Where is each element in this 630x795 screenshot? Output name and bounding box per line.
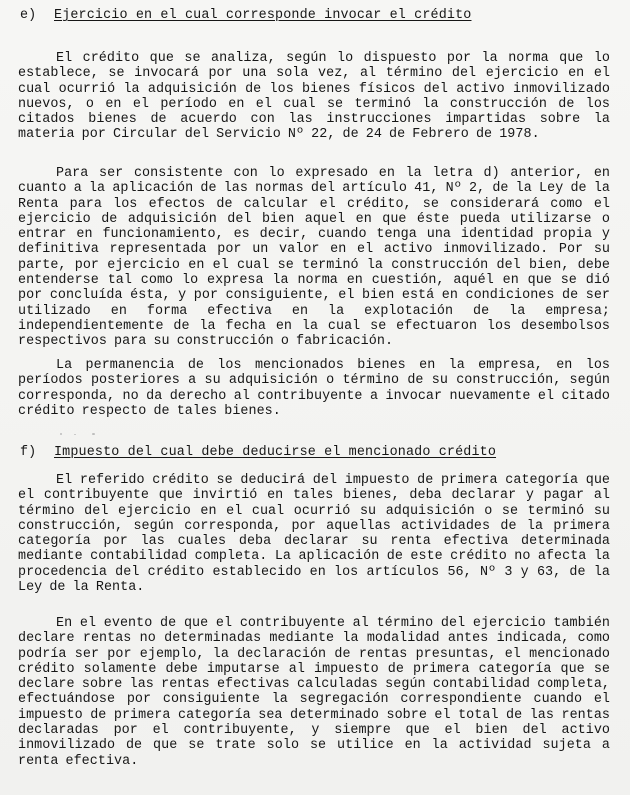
- section-f-paragraph-2: En el evento de que el contribuyente al término del ejercicio también declare rentas no determinadas mediante la modalidad antes indicada, como podría ser por ejemplo, la declaración de rentas presuntas, el mencionado crédito solamente debe imputarse al impuesto de primera categoría que se declare sobre las rentas efectivas calculadas según contabilidad completa, efectuándose por consiguiente la segregación correspondiente cuando el impuesto de primera categoría sea determinado sobre el total de las rentas declaradas por el contribuyente, y siempre que el bien del activo inmovilizado de que se trate solo se utilice en la actividad sujeta a renta efectiva.: [18, 616, 610, 769]
- section-e-paragraph-2: Para ser consistente con lo expresado en la letra d) anterior, en cuanto a la aplicación de las normas del artículo 41, Nº 2, de la Ley de la Renta para los efectos de calcular el crédito, se considerará como el ejercicio de adquisición del bien aquel en que éste pueda utilizarse o entrar en funcionamiento, es decir, cuando tenga una identidad propia y definitiva representada por un valor en el activo inmovilizado. Por su parte, por ejercicio en el cual se terminó la construcción del bien, debe entenderse tal como lo expresa la norma en cuestión, aquél en que se dió por concluída ésta, y por consiguiente, el bien está en condiciones de ser utilizado en forma efectiva en la explotación de la empresa; independientemente de la fecha en la cual se efectuaron los desembolsos respectivos para su construcción o fabricación.: [18, 166, 610, 350]
- scan-speck: [74, 434, 76, 435]
- section-e-paragraph-3: La permanencia de los mencionados bienes en la empresa, en los períodos posteriores a su adquisición o término de su construcción, según corresponda, no da derecho al contribuyente a invocar nuevamente el citado crédito respecto de tales bienes.: [18, 358, 610, 419]
- scan-speck: [92, 433, 95, 435]
- section-f-heading: [20, 445, 496, 460]
- section-f-letter: f): [20, 445, 37, 460]
- section-e-title: Ejercicio en el cual corresponde invocar el crédito: [54, 8, 472, 23]
- scan-speck: [60, 433, 62, 435]
- section-e-paragraph-1: El crédito que se analiza, según lo dispuesto por la norma que lo establece, se invocará por una sola vez, al término del ejercicio en el cual ocurrió la adquisición de los bienes físicos del activo inmovilizado nuevos, o en el período en el cual se terminó la construcción de los citados bienes de acuerdo con las instrucciones impartidas sobre la materia por Circular del Servicio Nº 22, de 24 de Febrero de 1978.: [18, 51, 610, 143]
- section-e-heading: [20, 8, 471, 23]
- section-f-title: Impuesto del cual debe deducirse el mencionado crédito: [54, 445, 497, 460]
- section-e-letter: e): [20, 8, 37, 23]
- section-f-paragraph-1: El referido crédito se deducirá del impuesto de primera categoría que el contribuyente que invirtió en tales bienes, deba declarar y pagar al término del ejercicio en el cual ocurrió su adquisición o se terminó su construcción, según corresponda, por aquellas actividades de la primera categoría por las cuales deba declarar su renta efectiva determinada mediante contabilidad completa. La aplicación de este crédito no afecta la procedencia del crédito establecido en los artículos 56, Nº 3 y 63, de la Ley de la Renta.: [18, 473, 610, 596]
